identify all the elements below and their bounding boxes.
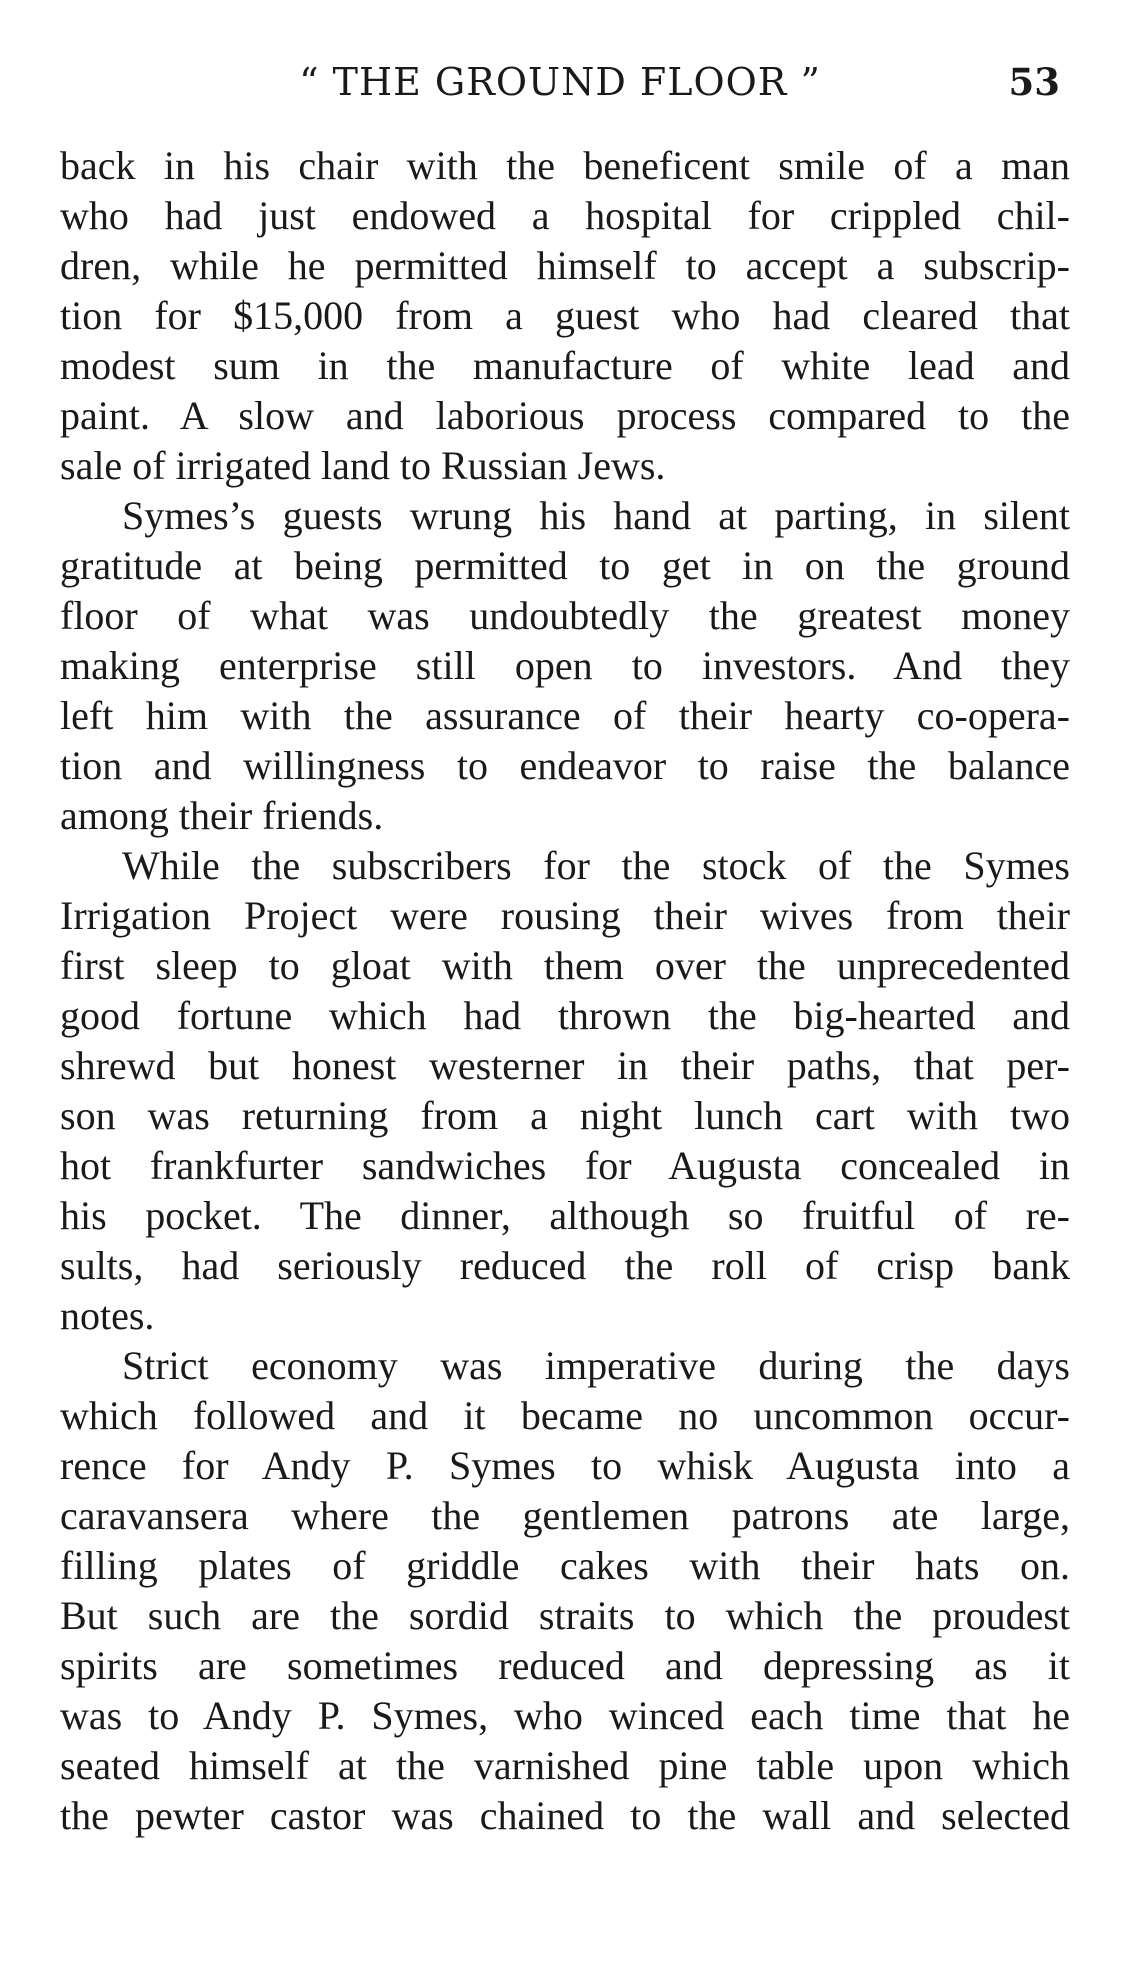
- text-line: making enterprise still open to investors. And they: [60, 643, 1070, 688]
- text-line: shrewd but honest westerner in their paths, that per-: [60, 1043, 1070, 1088]
- paragraph-2: [60, 491, 1070, 841]
- text-line: floor of what was undoubtedly the greatest money: [60, 593, 1070, 638]
- text-line: Irrigation Project were rousing their wives from their: [60, 893, 1070, 938]
- text-line: dren, while he permitted himself to accept a subscrip-: [60, 243, 1070, 288]
- text-line: Symes’s guests wrung his hand at parting, in silent: [122, 493, 1070, 538]
- running-title: “ THE GROUND FLOOR ”: [299, 60, 821, 104]
- text-line: rence for Andy P. Symes to whisk Augusta into a: [60, 1443, 1070, 1488]
- text-line: tion and willingness to endeavor to raise the balance: [60, 743, 1070, 788]
- text-line: son was returning from a night lunch cart with two: [60, 1093, 1070, 1138]
- text-line: who had just endowed a hospital for crippled chil-: [60, 193, 1070, 238]
- paragraph-3: [60, 841, 1070, 1341]
- text-line: caravansera where the gentlemen patrons ate large,: [60, 1493, 1070, 1538]
- text-line: sale of irrigated land to Russian Jews.: [60, 443, 666, 488]
- text-line: back in his chair with the beneficent smile of a man: [60, 143, 1070, 188]
- body-text: [60, 141, 1070, 1841]
- text-line: While the subscribers for the stock of the Symes: [122, 843, 1070, 888]
- text-line: left him with the assurance of their hearty co-opera-: [60, 693, 1070, 738]
- paragraph-4: [60, 1341, 1070, 1841]
- text-line: among their friends.: [60, 793, 384, 838]
- text-line: tion for $15,000 from a guest who had cleared that: [60, 293, 1070, 338]
- running-head: [60, 52, 1060, 112]
- text-line: sults, had seriously reduced the roll of crisp bank: [60, 1243, 1070, 1288]
- text-line: the pewter castor was chained to the wall and selected: [60, 1793, 1070, 1838]
- text-line: seated himself at the varnished pine table upon which: [60, 1743, 1070, 1788]
- text-line: which followed and it became no uncommon occur-: [60, 1393, 1070, 1438]
- text-line: good fortune which had thrown the big-hearted and: [60, 993, 1070, 1038]
- paragraph-1: [60, 141, 1070, 491]
- text-line: notes.: [60, 1293, 155, 1338]
- text-line: spirits are sometimes reduced and depressing as it: [60, 1643, 1070, 1688]
- text-line: filling plates of griddle cakes with their hats on.: [60, 1543, 1070, 1588]
- text-line: But such are the sordid straits to which the proudest: [60, 1593, 1070, 1638]
- text-line: was to Andy P. Symes, who winced each time that he: [60, 1693, 1070, 1738]
- text-line: Strict economy was imperative during the days: [122, 1343, 1070, 1388]
- text-line: his pocket. The dinner, although so fruitful of re-: [60, 1193, 1070, 1238]
- text-line: first sleep to gloat with them over the unprecedented: [60, 943, 1070, 988]
- text-line: modest sum in the manufacture of white lead and: [60, 343, 1070, 388]
- text-line: hot frankfurter sandwiches for Augusta concealed in: [60, 1143, 1070, 1188]
- page-number: 53: [1008, 60, 1060, 104]
- text-line: gratitude at being permitted to get in on the ground: [60, 543, 1070, 588]
- text-line: paint. A slow and laborious process compared to the: [60, 393, 1070, 438]
